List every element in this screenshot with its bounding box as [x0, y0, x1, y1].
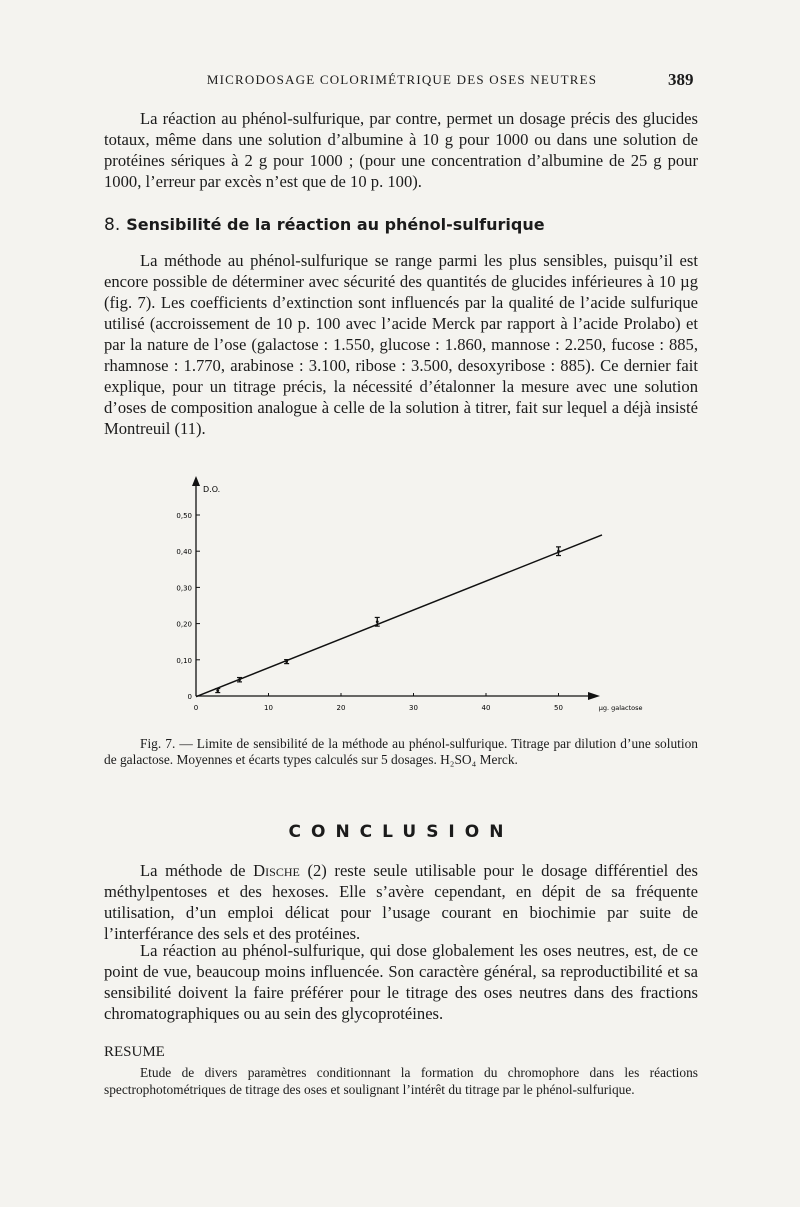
y-axis-label: D.O. — [203, 485, 221, 494]
resume-body: Etude de divers paramètres conditionnant la formation du chromophore dans les réactions spectrophotométriques de titrage des oses et soulignant l’intérêt du titrage par le phénol-sulfurique. — [104, 1065, 698, 1097]
author-name-dische: Dische — [253, 861, 300, 880]
data-point — [376, 620, 379, 623]
x-axis-label: µg. galactose — [598, 704, 643, 712]
paragraph-4-text: La réaction au phénol-sulfurique, qui dose globalement les oses neutres, est, de ce point de vue, beaucoup moins influencée. Son caractère général, sa reproductibilité et sa sensibilité doivent la faire préférer pour le titrage des oses neutres dans des fractions chromatographiques ou au sein des glycoprotéines. — [104, 941, 698, 1023]
paragraph-1-text: La réaction au phénol-sulfurique, par contre, permet un dosage précis des glucides totaux, même dans une solution d’albumine à 10 g pour 1000 ou dans une solution de protéines sériques à 2 g pour 1000 ; (pour une concentration d’albumine de 25 g pour 1000, l’erreur par excès n’est que de 10 p. 100). — [104, 109, 698, 191]
data-point — [216, 689, 219, 692]
paragraph-3-before: La méthode de — [140, 861, 254, 880]
figure-caption-text: Fig. 7. — Limite de sensibilité de la méthode au phénol-sulfurique. Titrage par dilution d’une solution de galactose. Moyennes et écarts types calculés sur 5 dosages. H₂SO₄ Merck. — [104, 736, 698, 767]
paragraph-2 — [104, 250, 698, 439]
x-tick-label: 10 — [264, 704, 273, 712]
resume-title: RESUME — [104, 1044, 165, 1060]
y-tick-label: 0,30 — [176, 584, 192, 593]
data-point — [238, 678, 241, 681]
section-heading — [104, 215, 545, 235]
x-tick-label: 30 — [409, 704, 418, 712]
data-point — [285, 660, 288, 663]
paragraph-3 — [104, 860, 698, 944]
x-tick-label: 40 — [481, 704, 491, 712]
paragraph-3-text — [104, 860, 698, 944]
paragraph-1 — [104, 108, 698, 192]
figure-7 — [160, 470, 643, 720]
page-number: 389 — [668, 70, 694, 89]
running-head: MICRODOSAGE COLORIMÉTRIQUE DES OSES NEUTRES — [206, 72, 598, 87]
y-tick-label: 0,40 — [176, 548, 192, 557]
x-tick-label: 0 — [193, 704, 199, 712]
figure-caption — [104, 736, 698, 768]
y-tick-label: 0,10 — [176, 656, 192, 665]
y-axis-arrow — [192, 476, 200, 486]
paragraph-2-text: La méthode au phénol-sulfurique se range parmi les plus sensibles, puisqu’il est encore possible de déterminer avec sécurité des quantités de glucides inférieures à 10 µg (fig. 7). Les coefficients d’extinction sont influencés par la qualité de l’acide sulfurique utilisé (accroissement de 10 p. 100 avec l’acide Merck par rapport à l’acide Prolabo) et par la nature de l’ose (galactose : 1.550, glucose : 1.860, mannose : 2.250, fucose : 885, rhamnose : 1.770, arabinose : 3.100, ribose : 3.500, desoxyribose : 885). Ce dernier fait explique, pour un titrage précis, la nécessité d’étalonner la mesure avec une solution d’oses de composition analogue à celle de la solution à titrer, fait sur lequel a déjà insisté Montreuil (11). — [104, 251, 698, 438]
conclusion-title: CONCLUSION — [288, 822, 514, 842]
paragraph-3-after: (2) reste seule utilisable pour le dosage différentiel des méthylpentoses et des hexoses. Elle s’avère cependant, en dépit de sa fréquente utilisation, d’un emploi délicat pour l’usage courant en biochimie par suite de l’interférance des sels et des protéines. — [104, 861, 699, 943]
paragraph-4 — [104, 940, 698, 1024]
y-tick-label: 0 — [187, 693, 192, 701]
data-point — [557, 550, 560, 553]
regression-line — [196, 535, 602, 697]
y-tick-label: 0,50 — [176, 512, 192, 520]
chart — [160, 470, 643, 720]
x-tick-label: 50 — [554, 704, 563, 712]
x-axis-arrow — [588, 692, 600, 700]
section-title: Sensibilité de la réaction au phénol-sulfurique — [126, 215, 545, 234]
x-tick-label: 20 — [336, 704, 346, 712]
section-number: 8. — [104, 215, 121, 235]
y-tick-label: 0,20 — [176, 620, 192, 629]
